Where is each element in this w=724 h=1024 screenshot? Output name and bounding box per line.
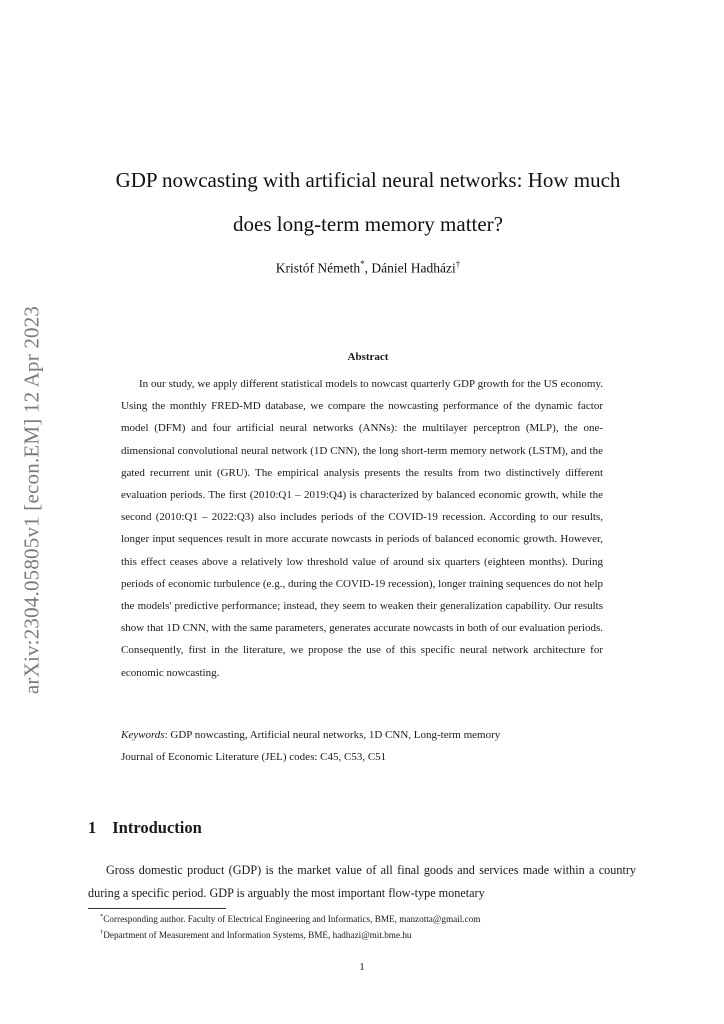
footnote-2-text: Department of Measurement and Information Systems, BME, hadhazi@mit.bme.hu — [103, 930, 412, 941]
arxiv-id: arXiv:2304.05805v1 [econ.EM] 12 Apr 2023 — [19, 305, 44, 695]
section-heading — [88, 818, 202, 838]
keywords-line — [121, 724, 603, 746]
jel-codes: Journal of Economic Literature (JEL) codes: C45, C53, C51 — [121, 751, 387, 763]
keywords-block — [121, 724, 603, 768]
author-1: Kristóf Németh — [275, 260, 361, 276]
abstract-heading: Abstract — [347, 351, 389, 363]
paper-title — [88, 158, 648, 246]
section-number: 1 — [88, 818, 97, 837]
abstract-text: In our study, we apply different statistical models to nowcast quarterly GDP growth for the US economy. Using the monthly FRED-MD database, we compare the nowcasting performance of the dynamic factor model (DFM) and four artificial neural networks (ANNs): the multilayer perceptron (MLP), the one-dimensional convolutional neural network (1D CNN), the long short-term memory network (LSTM), and the gated recurrent unit (GRU). The empirical analysis presents the results from two distinctively different evaluation periods. The first (2010:Q1 – 2019:Q4) is characterized by balanced economic growth, while the second (2010:Q1 – 2022:Q3) also includes periods of the COVID-19 recession. According to our results, longer input sequences result in more accurate nowcasts in periods of balanced economic growth. However, this effect ceases above a relatively low threshold value of around six quarters (eighteen months). During periods of economic turbulence (e.g., during the COVID-19 recession), longer training sequences do not help the models' predictive performance; instead, they seem to weaken their generalization capability. Our results show that 1D CNN, with the same parameters, generates accurate nowcasts in both of our evaluation periods. Consequently, first in the literature, we propose the use of this specific neural network architecture for economic nowcasting. — [121, 378, 603, 679]
footnote-2 — [100, 926, 640, 942]
author-2: Dániel Hadházi — [371, 260, 456, 276]
author-separator: , — [364, 260, 372, 276]
intro-paragraph: Gross domestic product (GDP) is the market value of all final goods and services made within a country during a specific period. GDP is arguably the most important flow-type monetary — [88, 863, 636, 900]
authors — [88, 259, 648, 277]
keywords-text: : GDP nowcasting, Artificial neural networks, 1D CNN, Long-term memory — [164, 729, 501, 741]
author-1-mark: * — [360, 259, 365, 269]
footnotes — [100, 910, 640, 942]
title-line-2: does long-term memory matter? — [233, 212, 503, 236]
footnote-1 — [100, 910, 640, 926]
footnote-2-mark: † — [100, 929, 104, 937]
author-2-mark: † — [455, 259, 461, 269]
page-number: 1 — [359, 961, 365, 973]
footnote-1-text: Corresponding author. Faculty of Electrical Engineering and Informatics, BME, manzotta@gmail.com — [103, 914, 481, 925]
footnote-1-mark: * — [100, 913, 104, 920]
section-title: Introduction — [112, 818, 202, 837]
footnote-rule — [88, 908, 226, 909]
keywords-label: Keywords — [121, 729, 165, 741]
title-line-1: GDP nowcasting with artificial neural networks: How much — [115, 168, 621, 192]
